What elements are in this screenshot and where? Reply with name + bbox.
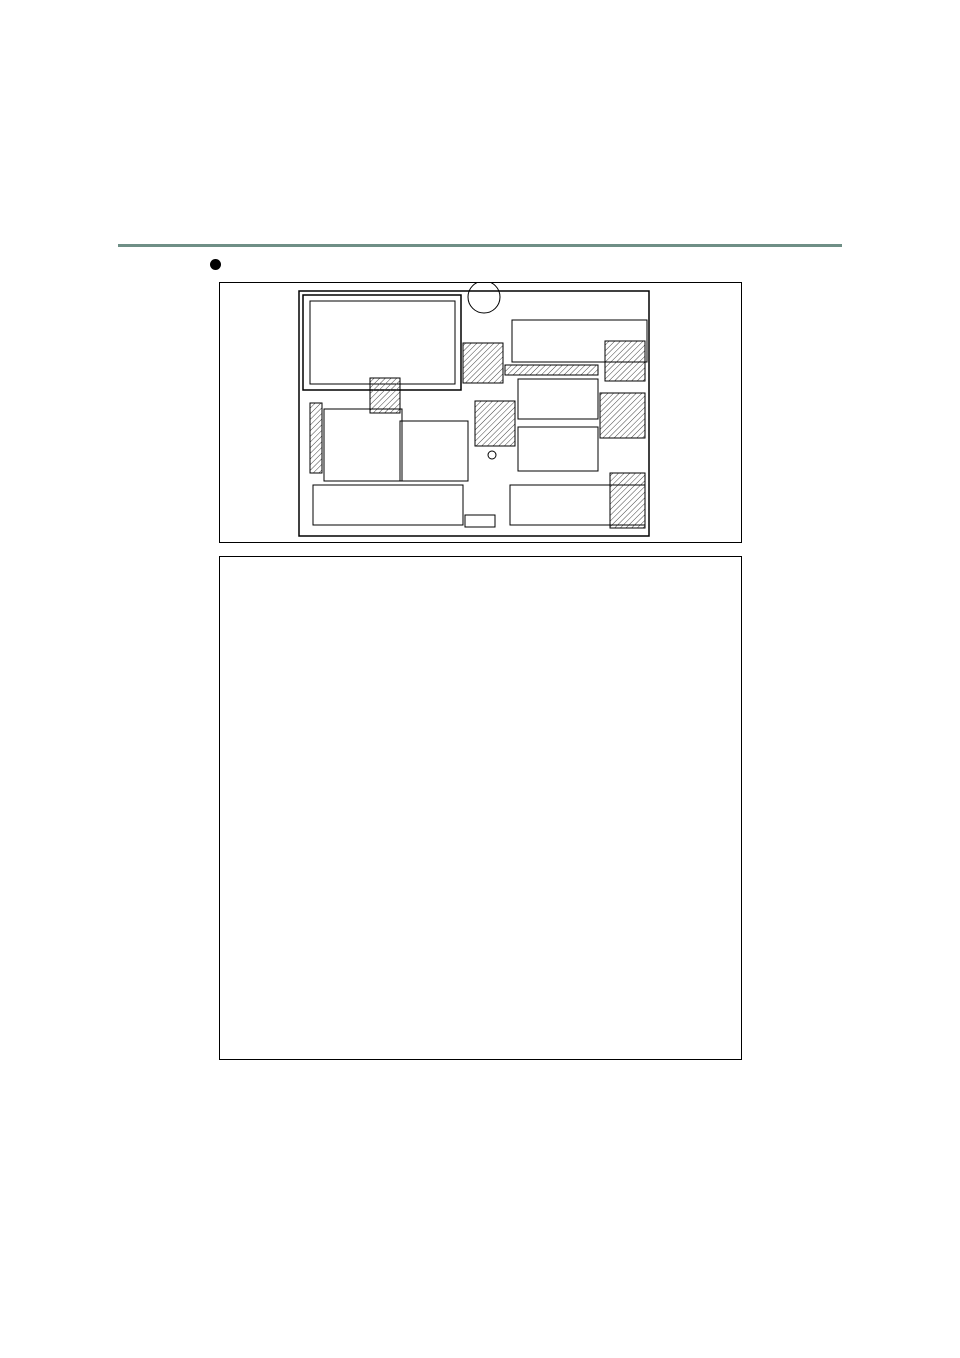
bullet-icon — [210, 259, 221, 270]
fuse-box-diagram — [219, 282, 742, 543]
fuse-table — [219, 556, 742, 1060]
header-rule — [118, 244, 842, 247]
